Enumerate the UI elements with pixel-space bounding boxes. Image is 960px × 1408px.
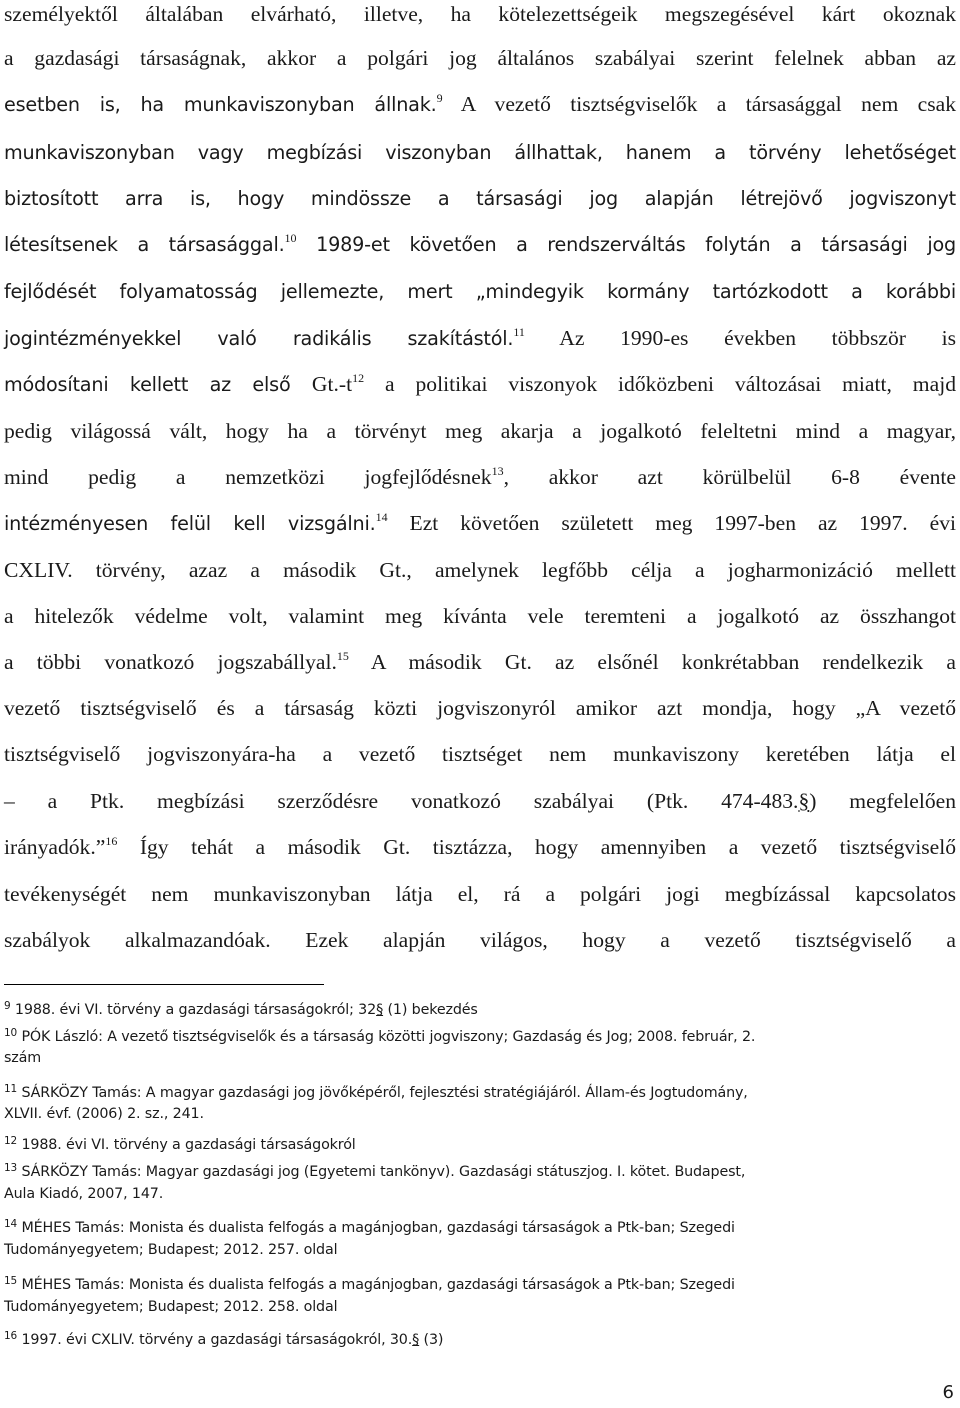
body-text: a politikai viszonyok időközbeni változásai miatt, majd: [364, 372, 956, 396]
body-text: személyektől általában elvárható, illetve, ha kötelezettségeik megszegésével kárt okoznak: [4, 2, 956, 26]
body-text: A második Gt. az elsőnél konkrétabban rendelkezik a: [348, 650, 956, 674]
body-text: pedig világossá vált, hogy ha a törvényt meg akarja a jogalkotó feleltetni mind a magyar,: [4, 419, 956, 443]
footnote-text: MÉHES Tamás: Monista és dualista felfogás a magánjogban, gazdasági társaságok a Ptk-ban; Szegedi: [17, 1220, 735, 1236]
body-text: a gazdasági társaságnak, akkor a polgári jog általános szabályai szerint felelnek abban az: [4, 46, 956, 70]
body-line-20: [4, 880, 956, 908]
footnote-text: PÓK László: A vezető tisztségviselők és a társaság közötti jogviszony; Gazdaság és Jog; 2008. február, 2.: [17, 1029, 756, 1045]
footnote-text: SÁRKÖZY Tamás: A magyar gazdasági jog jövőképéről, fejlesztési stratégiájáról. Állam-és Jogtudomány,: [17, 1085, 748, 1101]
body-line-9: [4, 370, 956, 398]
footnote-text: Aula Kiadó, 2007, 147.: [4, 1186, 164, 1202]
body-text: a hitelezők védelme volt, valamint meg kívánta vele teremteni a jogalkotó az összhangot: [4, 604, 956, 628]
footnote-text: XLVII. évf. (2006) 2. sz., 241.: [4, 1106, 204, 1122]
body-text: Ezt követően született meg 1997-ben az 1997. évi: [387, 511, 957, 535]
footnote-15-cont: [4, 1297, 956, 1317]
body-line-18: [4, 787, 956, 815]
footnote-text: 1988. évi VI. törvény a gazdasági társaságokról; 32: [10, 1002, 377, 1018]
footnote-text: szám: [4, 1050, 42, 1066]
footnote-ref[interactable]: 13: [491, 464, 504, 478]
footnote-text: (3): [419, 1332, 444, 1348]
footnote-11: [4, 1083, 956, 1103]
body-text: vezető tisztségviselő és a társaság közti jogviszonyról amikor azt mondja, hogy „A vezető: [4, 696, 956, 720]
body-text: munkaviszonyban vagy megbízási viszonyban állhattak, hanem a törvény lehetőséget: [4, 141, 956, 164]
footnote-13: [4, 1162, 956, 1182]
footnote-number: 16: [4, 1330, 18, 1342]
section-sign: §: [412, 1332, 420, 1348]
footnote-text: Tudományegyetem; Budapest; 2012. 258. oldal: [4, 1299, 338, 1315]
body-text: intézményesen felül kell vizsgálni.: [4, 512, 376, 535]
footnote-number: 14: [4, 1218, 18, 1230]
footnote-ref[interactable]: 11: [513, 325, 525, 339]
footnote-ref[interactable]: 9: [436, 91, 443, 105]
footnote-11-cont: [4, 1104, 956, 1124]
footnote-number: 12: [4, 1135, 18, 1147]
body-line-14: [4, 602, 956, 630]
body-text: Gt.-t: [311, 372, 353, 396]
body-text: biztosított arra is, hogy mindössze a társasági jog alapján létrejövő jogviszonyt: [4, 187, 956, 210]
body-line-17: [4, 740, 956, 768]
body-text: A vezető tisztségviselők a társasággal nem csak: [442, 92, 956, 116]
footnote-number: 13: [4, 1162, 18, 1174]
body-line-16: [4, 694, 956, 722]
body-text: jogintézményekkel való radikális szakítástól.: [4, 327, 514, 350]
footnote-text: SÁRKÖZY Tamás: Magyar gazdasági jog (Egyetemi tankönyv). Gazdasági státuszjog. I. kötet. Budapest,: [17, 1164, 746, 1180]
body-text: , akkor azt körülbelül 6-8 évente: [503, 465, 956, 489]
section-sign: §: [798, 789, 810, 813]
body-text: irányadók.”: [4, 835, 106, 859]
body-line-13: [4, 556, 956, 584]
body-text: mind pedig a nemzetközi jogfejlődésnek: [4, 465, 492, 489]
section-sign: §: [376, 1002, 384, 1018]
footnote-separator: [4, 984, 324, 985]
body-line-5: [4, 184, 956, 212]
body-line-8: [4, 324, 956, 352]
footnote-text: 1997. évi CXLIV. törvény a gazdasági társaságokról, 30.: [17, 1332, 413, 1348]
body-line-15: [4, 648, 956, 676]
footnote-16: [4, 1330, 956, 1350]
body-text: módosítani kellett az első: [4, 373, 312, 396]
footnote-number: 11: [4, 1083, 18, 1095]
body-line-4: [4, 138, 956, 166]
body-text: a többi vonatkozó jogszabállyal.: [4, 650, 337, 674]
body-text: fejlődését folyamatosság jellemezte, mert „mindegyik kormány tartózkodott a korábbi: [4, 280, 956, 303]
body-line-21: [4, 926, 956, 954]
body-line-10: [4, 417, 956, 445]
body-text: esetben is, ha munkaviszonyban állnak.: [4, 93, 437, 116]
body-line-12: [4, 509, 956, 537]
footnote-number: 10: [4, 1027, 18, 1039]
footnote-number: 15: [4, 1275, 18, 1287]
body-text: CXLIV. törvény, azaz a második Gt., amelynek legfőbb célja a jogharmonizáció mellett: [4, 558, 956, 582]
body-line-6: [4, 230, 956, 258]
body-text: – a Ptk. megbízási szerződésre vonatkozó szabályai (Ptk. 474-483.: [4, 789, 799, 813]
body-text: létesítsenek a társasággal.: [4, 233, 285, 256]
body-line-2: [4, 44, 956, 72]
page-number: 6: [942, 1382, 954, 1403]
footnote-15: [4, 1275, 956, 1295]
body-line-3: [4, 90, 956, 118]
body-text: 1989-et követően a rendszerváltás folytán a társasági jog: [296, 233, 956, 256]
footnote-14-cont: [4, 1240, 956, 1260]
footnote-ref[interactable]: 12: [352, 371, 365, 385]
body-line-11: [4, 463, 956, 491]
body-text: Az 1990-es években többször is: [524, 326, 956, 350]
body-text: szabályok alkalmazandóak. Ezek alapján világos, hogy a vezető tisztségviselő a: [4, 928, 956, 952]
footnote-10-cont: [4, 1048, 956, 1068]
body-text: tisztségviselő jogviszonyára-ha a vezető tisztséget nem munkaviszony keretében látja el: [4, 742, 956, 766]
footnote-text: 1988. évi VI. törvény a gazdasági társaságokról: [17, 1137, 356, 1153]
footnote-12: [4, 1135, 956, 1155]
footnote-ref[interactable]: 10: [284, 231, 297, 245]
footnote-text: Tudományegyetem; Budapest; 2012. 257. oldal: [4, 1242, 338, 1258]
body-text: Így tehát a második Gt. tisztázza, hogy amennyiben a vezető tisztségviselő: [117, 835, 956, 859]
body-line-7: [4, 277, 956, 305]
body-line-19: [4, 833, 956, 861]
body-text: ) megfelelően: [809, 789, 956, 813]
footnote-ref[interactable]: 14: [375, 510, 388, 524]
body-text: tevékenységét nem munkaviszonyban látja el, rá a polgári jogi megbízással kapcsolatos: [4, 882, 956, 906]
footnote-ref[interactable]: 15: [336, 649, 349, 663]
footnote-10: [4, 1027, 956, 1047]
body-line-1: [4, 0, 956, 28]
footnote-text: (1) bekezdés: [383, 1002, 478, 1018]
footnote-13-cont: [4, 1184, 956, 1204]
footnote-text: MÉHES Tamás: Monista és dualista felfogás a magánjogban, gazdasági társaságok a Ptk-ban; Szegedi: [17, 1277, 735, 1293]
footnote-number: 9: [4, 1000, 11, 1012]
footnote-9: [4, 1000, 956, 1020]
footnote-14: [4, 1218, 956, 1238]
footnote-ref[interactable]: 16: [105, 834, 118, 848]
